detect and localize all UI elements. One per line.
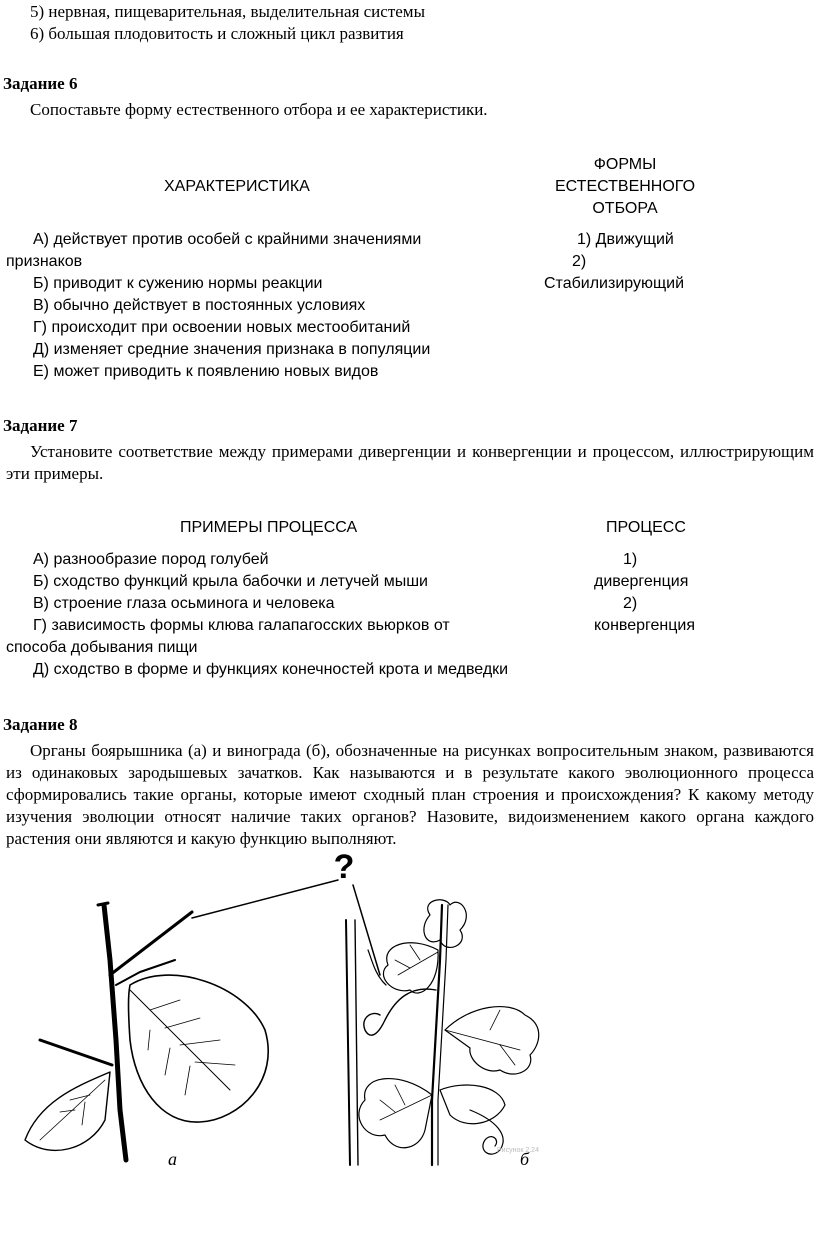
list-item-6: 6) большая плодовитость и сложный цикл развития [30,24,404,43]
task6-col-left-header: ХАРАКТЕРИСТИКА [164,178,310,195]
task6-intro: Сопоставьте форму естественного отбора и ее характеристики. [30,100,488,119]
task7-process-1: 1) [623,551,638,568]
task6-item-g: Г) происходит при освоении новых местообитаний [33,319,411,336]
task6-item-e: Е) может приводить к появлению новых видов [33,363,379,380]
task7-intro: Установите соответствие между примерами дивергенции и конвергенции и процессом, иллюстрирующим эти примеры. [6,442,814,483]
task7-process-2: 2) [623,595,638,612]
task7-item-d: Д) сходство в форме и функциях конечностей крота и медведки [33,661,509,678]
task7-col-left-header: ПРИМЕРЫ ПРОЦЕССА [180,519,358,536]
task6-item-a-cont: признаков [6,253,83,270]
figure-watermark: Рисунок 2.24 [497,1147,539,1154]
task7-col-right-header: ПРОЦЕСС [606,519,686,536]
task7-item-a: А) разнообразие пород голубей [33,551,269,568]
task6-item-a: А) действует против особей с крайними значениями [33,231,422,248]
task7-process-1-name: дивергенция [594,573,689,590]
task6-col-right-header-2: ЕСТЕСТВЕННОГО [554,178,696,195]
task8-title: Задание 8 [3,715,78,734]
task7-process-2-name: конвергенция [594,617,696,634]
list-item-5: 5) нервная, пищеварительная, выделительная системы [30,2,425,21]
task7-item-g-cont: способа добывания пищи [6,639,198,656]
task6-item-b: Б) приводит к сужению нормы реакции [33,275,323,292]
question-mark: ? [333,848,355,886]
task6-item-v: В) обычно действует в постоянных условиях [33,297,366,314]
task7-item-b: Б) сходство функций крыла бабочки и летучей мыши [33,573,428,590]
task6-item-d: Д) изменяет средние значения признака в популяции [33,341,431,358]
task8-text: Органы боярышника (а) и винограда (б), обозначенные на рисунках вопросительным знаком, развиваются из одинаковых зародышевых зачатков. Как называются и в результате какого эволюционного процесса сформировались такие органы, которые имеют сходный план строения и происхождения? К какому методу изучения эволюции относят наличие таких органов? Назовите, видоизменением какого органа каждого растения они являются и какую функцию выполняют. [6,741,814,848]
task6-col-right-header-1: ФОРМЫ [593,156,657,173]
task6-form-2: 2) [572,253,587,270]
hawthorn-drawing [25,903,268,1160]
task6-title: Задание 6 [3,74,78,93]
task6-col-right-header-3: ОТБОРА [592,200,658,217]
label-a: а [168,1149,177,1169]
task7-title: Задание 7 [3,416,78,435]
task6-form-1: 1) Движущий [577,231,674,248]
label-b: б [520,1149,530,1169]
task7-item-g: Г) зависимость формы клюва галапагосских вьюрков от [33,617,450,634]
grape-drawing [346,900,539,1165]
task6-form-2-name: Стабилизирующий [544,275,685,292]
task7-item-v: В) строение глаза осьминога и человека [33,595,335,612]
